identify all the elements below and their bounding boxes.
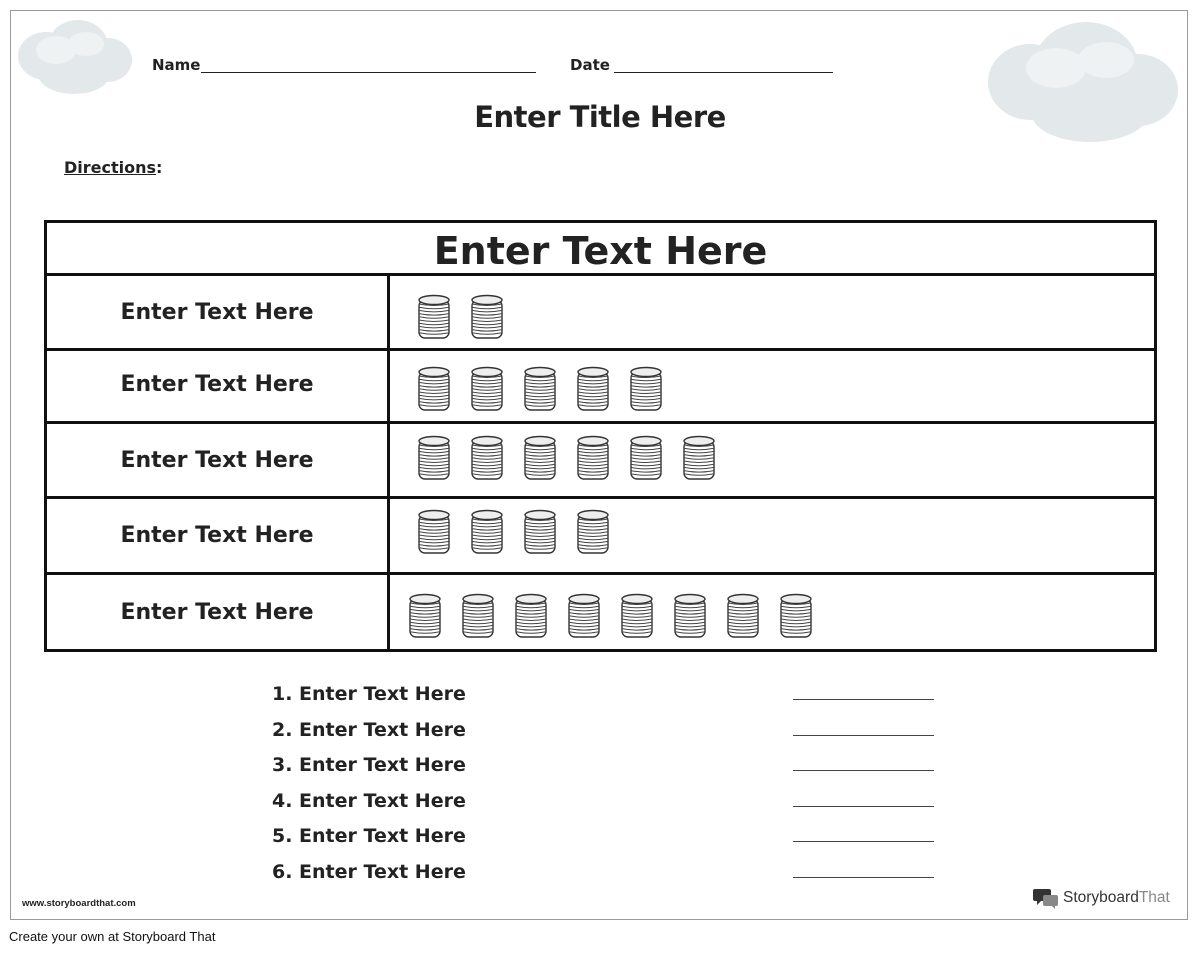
answer-line[interactable] xyxy=(793,841,934,842)
answer-line[interactable] xyxy=(793,699,934,700)
footer-caption: Create your own at Storyboard That xyxy=(9,929,216,944)
coin-stack-icon xyxy=(417,366,451,414)
question-item: 3. Enter Text Here xyxy=(272,754,466,776)
coin-stack-icon xyxy=(726,593,760,641)
coin-stack-icon xyxy=(470,509,504,557)
coin-stack-icon xyxy=(779,593,813,641)
coin-stack-icon xyxy=(523,509,557,557)
brand-primary: Storyboard xyxy=(1063,889,1139,906)
answer-line[interactable] xyxy=(793,770,934,771)
row-label: Enter Text Here xyxy=(47,575,390,649)
coin-stack-icon xyxy=(576,435,610,483)
coin-stack-icon xyxy=(417,435,451,483)
answer-line[interactable] xyxy=(793,877,934,878)
coin-stack-icon xyxy=(470,435,504,483)
question-item: 5. Enter Text Here xyxy=(272,825,466,847)
question-item: 6. Enter Text Here xyxy=(272,860,466,883)
speech-bubble-logo-icon xyxy=(1033,887,1059,909)
coin-stack-icon xyxy=(461,593,495,641)
question-item: 2. Enter Text Here xyxy=(272,718,466,741)
pictograph-row xyxy=(47,424,1154,499)
coin-stack-icon xyxy=(629,435,663,483)
row-icons xyxy=(393,348,1154,421)
answer-line[interactable] xyxy=(793,735,934,736)
row-label: Enter Text Here xyxy=(47,276,390,348)
date-field[interactable] xyxy=(614,72,833,73)
page-title: Enter Title Here xyxy=(474,100,726,134)
question-item: 4. Enter Text Here xyxy=(272,789,466,812)
pictograph-row xyxy=(47,575,1154,649)
answer-line[interactable] xyxy=(793,806,934,807)
coin-stack-icon xyxy=(576,509,610,557)
brand-secondary: That xyxy=(1138,889,1170,906)
coin-stack-icon xyxy=(417,509,451,557)
coin-stack-icon xyxy=(470,366,504,414)
row-icons xyxy=(393,424,1154,496)
coin-stack-icon xyxy=(673,593,707,641)
coin-stack-icon xyxy=(682,435,716,483)
directions xyxy=(64,158,162,177)
coin-stack-icon xyxy=(523,366,557,414)
row-icons xyxy=(393,575,1154,649)
coin-stack-icon xyxy=(567,593,601,641)
coin-stack-icon xyxy=(620,593,654,641)
cloud-left-icon xyxy=(16,16,134,98)
coin-stack-icon xyxy=(408,593,442,641)
storyboardthat-logo xyxy=(1033,887,1170,909)
coin-stack-icon xyxy=(629,366,663,414)
coin-stack-icon xyxy=(417,294,451,342)
coin-stack-icon xyxy=(576,366,610,414)
footer-url: www.storyboardthat.com xyxy=(22,898,136,909)
question-item: 1. Enter Text Here xyxy=(272,683,466,705)
coin-stack-icon xyxy=(514,593,548,641)
pictograph-title: Enter Text Here xyxy=(47,223,1154,276)
pictograph-row xyxy=(47,276,1154,351)
row-icons xyxy=(393,499,1154,572)
row-label: Enter Text Here xyxy=(47,348,390,421)
name-label: Name xyxy=(152,56,201,74)
row-label: Enter Text Here xyxy=(47,499,390,572)
directions-label: Directions xyxy=(64,158,157,177)
coin-stack-icon xyxy=(470,294,504,342)
directions-colon: : xyxy=(156,158,163,177)
name-field[interactable] xyxy=(201,72,536,73)
pictograph-table xyxy=(44,220,1157,652)
row-icons xyxy=(393,276,1154,348)
row-label: Enter Text Here xyxy=(47,424,390,496)
date-label: Date xyxy=(570,56,610,74)
pictograph-row xyxy=(47,348,1154,424)
coin-stack-icon xyxy=(523,435,557,483)
pictograph-row xyxy=(47,499,1154,575)
